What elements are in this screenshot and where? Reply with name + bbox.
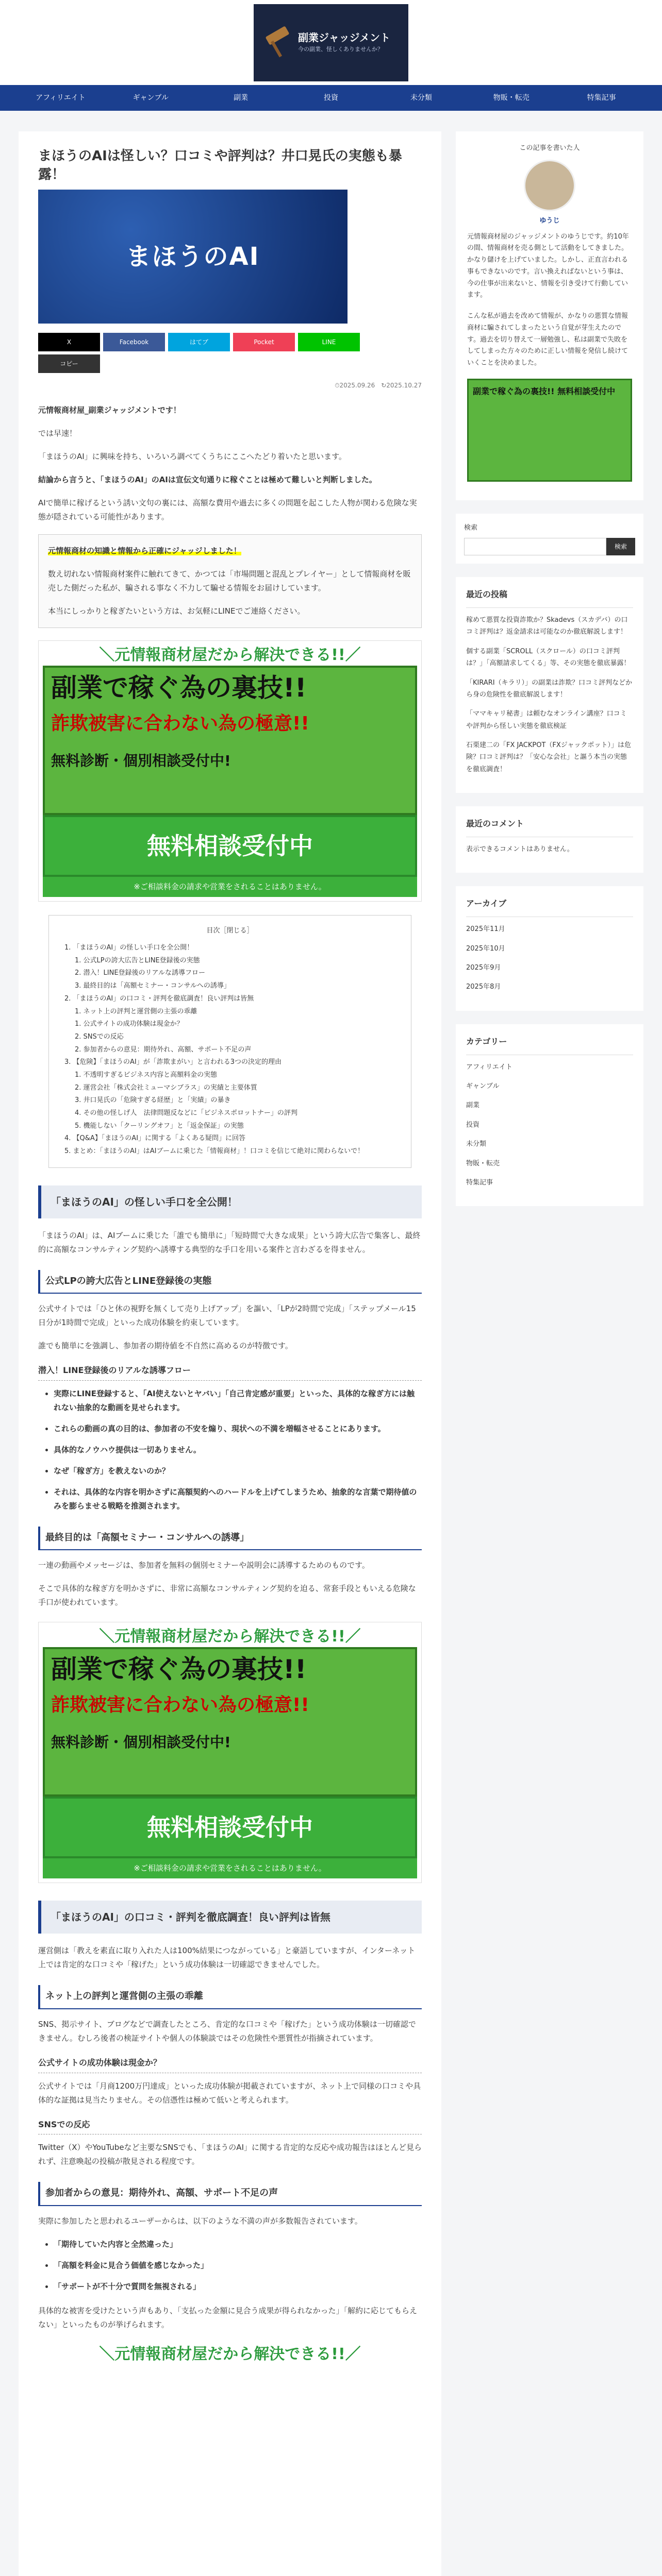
search-input[interactable]	[464, 538, 606, 555]
banner-line1: 副業で稼ぐ為の裏技!!	[51, 1654, 307, 1685]
share-buttons	[38, 333, 422, 373]
toc-item[interactable]: 1. ネット上の評判と運営側の主張の乖離	[75, 1007, 197, 1015]
banner-note: ※ご相談料金の請求や営業をされることはありません。	[43, 1858, 417, 1878]
nav-item-affiliate[interactable]: アフィリエイト	[36, 94, 86, 102]
list-item: • 「期待していた内容と全然違った」	[54, 2238, 422, 2251]
line-consult-button[interactable]: 無料相談受付中	[43, 1797, 417, 1858]
category-link[interactable]: 特集記事	[466, 1178, 493, 1187]
widget-title: アーカイブ	[466, 896, 633, 917]
banner-line2: 詐欺被害に合わない為の極意!!	[51, 1694, 309, 1716]
eyecatch-image: まほうのAI	[38, 190, 347, 324]
nav-item-resale[interactable]: 物販・転売	[493, 94, 529, 102]
search-label: 検索	[464, 523, 478, 532]
body-text: 「まほうのAI」は、AIブームに乗じた「誰でも簡単に」「短時間で大きな成果」という誇大広告で集客し、最終的に高額なコンサルティング契約へ誘導する典型的な手口を用いる案件と言わざるを得ません。	[38, 1230, 421, 1254]
line-consult-banner[interactable]	[38, 2344, 422, 2365]
banner-heading: ＼元情報商材屋だから解決できる!!／	[99, 646, 361, 665]
subsubsection-heading: 潜入！LINE登録後のリアルな誘導フロー	[38, 1363, 422, 1381]
intro-text: では早速！	[38, 429, 77, 438]
list-item: • なぜ「稼ぎ方」を教えないのか？	[54, 1464, 422, 1478]
body-text: SNS、掲示サイト、ブログなどで調査したところ、肯定的な口コミや「稼げた」という成功体験は一切確認できません。むしろ後者の検証サイトや個人の体験談ではその危険性や悪質性が指摘されています。	[38, 2019, 416, 2043]
recent-post-link[interactable]: 「ママキャリ秘書」は頼むなオンライン講座？口コミや評判から怪しい実態を徹底検証	[466, 710, 627, 730]
subsection-heading: 参加者からの意見：期待外れ、高額、サポート不足の声	[38, 2182, 422, 2206]
subsection-heading: 最終目的は「高額セミナー・コンサルへの誘導」	[38, 1527, 422, 1550]
archive-widget	[456, 886, 643, 1010]
body-text: Twitter（X）やYouTubeなど主要なSNSでも、「まほうのAI」に関する肯定的な反応や成功報告はほとんど見られず、注意喚起の投稿が散見される程度です。	[38, 2143, 422, 2166]
section-heading: 「まほうのAI」の怪しい手口を全公開！	[38, 1185, 422, 1218]
subsection-heading: ネット上の評判と運営側の主張の乖離	[38, 1985, 422, 2009]
copy-link-button[interactable]: コピー	[38, 354, 100, 373]
line-consult-button[interactable]: 無料相談受付中	[43, 815, 417, 877]
banner-image	[43, 666, 417, 815]
widget-title: 最近の投稿	[466, 587, 633, 608]
toc-item[interactable]: 1. 公式サイトの成功体験は現金か？	[75, 1020, 184, 1028]
intro-text: 元情報商材屋_副業ジャッジメントです！	[38, 405, 181, 415]
recent-comments-widget	[456, 806, 643, 873]
intro-text: AIで簡単に稼げるという誘い文句の裏には、高額な費用や過去に多くの問題を起こした人物が関わる危険な実態が隠されている可能性があります。	[38, 498, 417, 522]
body-text: 実際に参加したと思われるユーザーからは、以下のような不満の声が多数報告されています。	[38, 2216, 362, 2226]
banner-note: ※ご相談料金の請求や営業をされることはありません。	[43, 877, 417, 897]
banner-heading: ＼元情報商材屋だから解決できる!!／	[99, 1628, 361, 1646]
toc-item[interactable]: 4. 【Q&A】「まほうのAI」に関する「よくある疑問」に回答	[64, 1134, 246, 1143]
toc-list	[64, 942, 395, 1158]
toc-item[interactable]: 3. 【危険】「まほうのAI」が「詐欺まがい」と言われる3つの決定的理由	[64, 1058, 282, 1066]
search-widget	[456, 514, 643, 564]
category-link[interactable]: 投資	[466, 1121, 480, 1129]
subsection-heading: 公式LPの誇大広告とLINE登録後の実態	[38, 1270, 422, 1294]
recent-post-link[interactable]: 石栗建二の「FX JACKPOT（FXジャックポット）」は危険？口コミ評判は？「安心な会社」と謳う本当の実態を徹底調査！	[466, 741, 632, 773]
widget-title: カテゴリー	[466, 1035, 633, 1055]
post-dates: ⏱2025.09.26 ↻2025.10.27	[335, 381, 422, 389]
search-button[interactable]: 検索	[606, 538, 635, 555]
toc-item[interactable]: 2. 「まほうのAI」の口コミ・評判を徹底調査！良い評判は皆無	[64, 994, 254, 1003]
body-text: 公式サイトでは「ひと休の視野を無くして売り上げアップ」を謳い、「LPが2時間で完成」「ステップメール15日分が1時間で完成」といった成功体験を約束しています。	[38, 1304, 416, 1328]
toc-item[interactable]: 1. 不透明すぎるビジネス内容と高額料金の実態	[75, 1071, 218, 1079]
toc-title[interactable]: 目次［閉じる］	[206, 927, 254, 935]
site-header	[0, 0, 662, 85]
list-item: • 実際にLINE登録すると、「AI使えないとヤバい」「自己肯定感が重要」といった、具体的な稼ぎ方には触れない抽象的な動画を見せられます。	[54, 1387, 422, 1415]
banner-line3: 無料診断・個別相談受付中!	[51, 1734, 231, 1751]
nav-item-invest[interactable]: 投資	[324, 94, 338, 102]
article	[19, 131, 441, 2576]
toc-item[interactable]: 3. 最終目的は「高額セミナー・コンサルへの誘導」	[75, 982, 230, 990]
share-facebook-button[interactable]: Facebook	[103, 333, 165, 351]
body-text: 運営側は「教えを素直に取り入れた人は100%結果につながっている」と豪語していますが、インターネット上では肯定的な口コミや「稼げた」という成功体験は一切確認できませんでした。	[38, 1946, 416, 1970]
list-item: • それは、具体的な内容を明かさずに高額契約へのハードルを上げてしまうため、抽象的な言葉で期待値のみを膨らませる戦略を推測されます。	[54, 1485, 422, 1513]
author-bio: 元情報商材屋のジャッジメントのゆうじです。約10年の間、情報商材を売る側として活動をしてきました。かなり儲けを上げていました。しかし、正直言われる事もできないのです。言い換えればないという事は、今の仕事が出来ないと、情報を引き受けて行動しています。	[467, 232, 629, 299]
author-note-box	[38, 534, 422, 628]
widget-title: 最近のコメント	[466, 817, 633, 837]
no-comments-text: 表示できるコメントはありません。	[466, 845, 574, 854]
category-link[interactable]: 物販・転売	[466, 1159, 500, 1167]
global-nav	[0, 85, 662, 111]
bullet-list	[54, 1387, 422, 1513]
nav-item-sidejob[interactable]: 副業	[234, 94, 249, 102]
body-text: 公式サイトでは「月商1200万円達成」といった成功体験が掲載されていますが、ネット上で同様の口コミや具体的な証拠は見当たりません。その信憑性は極めて低いと考えられます。	[38, 2081, 421, 2105]
toc-item[interactable]: 2. 潜入！LINE登録後のリアルな誘導フロー	[75, 969, 206, 977]
body-text: 一連の動画やメッセージは、参加者を無料の個別セミナーや説明会に誘導するためのものです。	[38, 1561, 370, 1570]
line-consult-banner[interactable]	[38, 1622, 422, 1883]
list-item: • 「高額を料金に見合う価値を感じなかった」	[54, 2259, 422, 2273]
category-link[interactable]: ギャンブル	[466, 1082, 500, 1090]
section-heading: 「まほうのAI」の口コミ・評判を徹底調査！良い評判は皆無	[38, 1901, 422, 1934]
list-item: • これらの動画の真の目的は、参加者の不安を煽り、現状への不満を増幅させることにあります。	[54, 1422, 422, 1436]
toc-item[interactable]: 2. 参加者からの意見：期待外れ、高額、サポート不足の声	[75, 1045, 252, 1054]
body-text: 具体的な被害を受けたという声もあり、「支払った金額に見合う成果が得られなかった」「解約に応じてもらえない」といったものが挙げられます。	[38, 2306, 418, 2329]
banner-line2: 詐欺被害に合わない為の極意!!	[51, 713, 309, 735]
author-bio: こんな私が過去を改めて情報が、かなりの悪質な情報商材に騙されてしまったという自覚が芽生えたのです。過去を切り替えて一層勉強し、私は副業で失敗をしてしまった方々のために正しい情報を発信し続けていくことを決めました。	[467, 312, 628, 367]
share-hatena-button[interactable]: はてブ	[168, 333, 230, 351]
box-text: 数え切れない情報商材案件に触れてきて、かつては「市場問題と混乱とプレイヤー」として情報商材を販売した側だった私が、騙される事なく不力して騙せる情報をお届けしています。	[48, 569, 411, 593]
recent-posts-widget	[456, 577, 643, 793]
line-consult-banner[interactable]	[38, 640, 422, 902]
logo-title: 副業ジャッジメント	[298, 31, 390, 44]
author-profile	[456, 131, 643, 500]
archive-link[interactable]: 2025年9月	[466, 964, 501, 972]
toc-item[interactable]: 4. その他の怪しげ人 法律問題反などに「ビジネスポロットナー」の評判	[75, 1109, 297, 1117]
recent-post-link[interactable]: 「KIRARI（キラリ）」の副業は詐欺？口コミ評判などから身の危険性を徹底解説します！	[466, 679, 633, 699]
banner-heading: ＼元情報商材屋だから解決できる!!／	[99, 2345, 361, 2363]
category-link[interactable]: 未分類	[466, 1140, 487, 1148]
body-text: 誰でも簡単にを強調し、参加者の期待値を不自然に高めるのが特徴です。	[38, 1341, 293, 1351]
body-text: そこで具体的な稼ぎ方を明かさずに、非常に高額なコンサルティング契約を迫る、常套手段ともいえる危険な手口が使われています。	[38, 1584, 416, 1607]
table-of-contents	[48, 915, 411, 1167]
toc-item[interactable]: 1. 公式LPの誇大広告とLINE登録後の実態	[75, 956, 200, 964]
category-widget	[456, 1024, 643, 1207]
bullet-list	[54, 2238, 422, 2294]
nav-item-gamble[interactable]: ギャンブル	[133, 94, 169, 102]
logo-subtitle: 今の副業、怪しくありませんか？	[298, 45, 383, 53]
box-text: 本当にしっかりと稼ぎたいという方は、お気軽にLINEでご連絡ください。	[48, 606, 305, 616]
toc-item[interactable]: 5. 機能しない「クーリングオフ」と「返金保証」の実態	[75, 1122, 244, 1130]
category-link[interactable]: 副業	[466, 1101, 480, 1110]
recent-post-link[interactable]: 稼めて悪質な投資詐欺か？Skadevs（スカデバ）の口コミ評判は？返金請求は可能なのか徹底解説します！	[466, 616, 628, 636]
sidebar	[456, 131, 643, 2576]
subsubsection-heading: 公式サイトの成功体験は現金か？	[38, 2056, 422, 2073]
list-item: • 具体的なノウハウ提供は一切ありません。	[54, 1443, 422, 1457]
share-line-button[interactable]: LINE	[298, 333, 360, 351]
recent-post-link[interactable]: 個する副業「SCROLL（スクロール）の口コミ評判は？」「高額請求してくる」等、その実態を徹底暴露！	[466, 647, 631, 668]
banner-line3: 無料診断・個別相談受付中!	[51, 752, 231, 770]
nav-item-uncategorized[interactable]: 未分類	[410, 94, 432, 102]
toc-item[interactable]: 2. 運営会社「株式会社ミューマシブラス」の実績と主要体質	[75, 1083, 257, 1092]
subsubsection-heading: SNSでの反応	[38, 2117, 422, 2135]
share-pocket-button[interactable]: Pocket	[233, 333, 295, 351]
toc-item[interactable]: 2. SNSでの反応	[75, 1032, 124, 1041]
toc-item[interactable]: 5. まとめ：「まほうのAI」はAIブームに乗じた「情報商材」！口コミを信じて絶対に関わらないで！	[64, 1147, 365, 1156]
sidebar-banner[interactable]: 副業で稼ぐ為の裏技!! 無料相談受付中	[467, 379, 632, 482]
list-item: • 「サポートが不十分で質問を無視される」	[54, 2280, 422, 2294]
archive-link[interactable]: 2025年8月	[466, 983, 501, 991]
site-logo[interactable]	[254, 4, 408, 81]
category-link[interactable]: アフィリエイト	[466, 1063, 512, 1071]
banner-line1: 副業で稼ぐ為の裏技!!	[51, 673, 307, 703]
toc-item[interactable]: 1. 「まほうのAI」の怪しい手口を全公開！	[64, 944, 194, 952]
author-name[interactable]: ゆうじ	[539, 216, 560, 225]
article-title: まほうのAIは怪しい？口コミや評判は？井口晃氏の実態も暴露！	[38, 148, 402, 183]
conclusion-text: 結論から言うと、「まほうのAI」のAIは宣伝文句通りに稼ぐことは極めて難しいと判断しました。	[38, 475, 377, 485]
archive-link[interactable]: 2025年11月	[466, 925, 505, 934]
box-lead: 元情報商材の知識と情報から正確にジャッジしました！	[48, 546, 241, 556]
gavel-icon	[262, 25, 293, 61]
nav-item-feature[interactable]: 特集記事	[587, 94, 616, 102]
banner-image	[43, 1647, 417, 1797]
profile-title: この記事を書いた人	[519, 144, 580, 152]
intro-text: 「まほうのAI」に興味を持ち、いろいろ調べてくうちにここへたどり着いたと思います。	[38, 452, 346, 462]
toc-item[interactable]: 3. 井口晃氏の「危険すぎる経歴」と「実績」の暴き	[75, 1096, 231, 1105]
archive-link[interactable]: 2025年10月	[466, 944, 505, 953]
share-x-button[interactable]: X	[38, 333, 100, 351]
avatar	[524, 160, 575, 211]
